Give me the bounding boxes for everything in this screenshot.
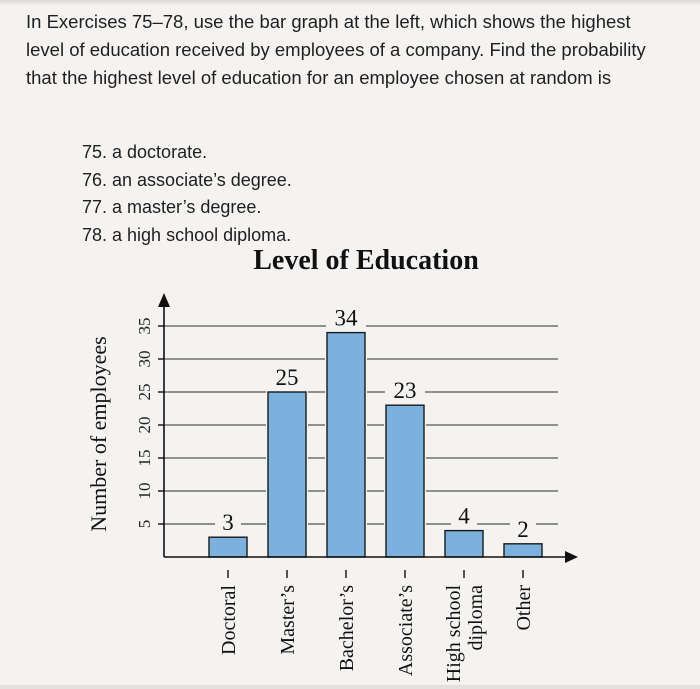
category-label: Other [513, 585, 535, 631]
bar-4 [445, 531, 483, 557]
exercise-78: 78. a high school diploma. [82, 224, 292, 245]
data-label: 23 [393, 378, 417, 404]
y-axis-arrow [158, 293, 170, 307]
y-axis-title: Number of employees [86, 336, 111, 532]
category-label: Bachelor’s [336, 585, 358, 672]
exercise-75: 75. a doctorate. [82, 142, 208, 162]
bar-3 [386, 405, 424, 557]
y-tick-label: 15 [135, 449, 154, 467]
y-tick-label: 5 [135, 519, 154, 529]
exercise-76: 76. an associate’s degree. [82, 169, 292, 190]
exercise-77: 77. a master’s degree. [82, 197, 262, 217]
category-label: Master’s [277, 585, 299, 655]
instructions-text: In Exercises 75–78, use the bar graph at the left, which shows the highest level of education received by employees of a company. Find the probability that the highest level of education for an employee chosen at random is [26, 11, 646, 88]
y-tick-label: 25 [135, 383, 154, 401]
data-label: 4 [458, 503, 470, 529]
category-label-line: diploma [465, 585, 487, 651]
bar-0 [209, 537, 247, 557]
data-label: 25 [275, 365, 299, 390]
category-label: Associate’s [395, 585, 417, 677]
data-label: 3 [222, 510, 234, 536]
y-tick-label: 35 [135, 317, 154, 335]
y-tick-label: 30 [135, 350, 154, 368]
y-tick-label: 10 [135, 482, 154, 500]
y-tick-label: 20 [135, 416, 154, 434]
bar-2 [327, 333, 365, 557]
category-label: Doctoral [218, 585, 240, 655]
bar-1 [268, 392, 306, 557]
category-label-line: High school [443, 585, 465, 683]
bar-5 [504, 544, 542, 557]
chart-title: Level of Education [253, 245, 479, 276]
data-label: 2 [517, 516, 529, 542]
data-label: 34 [334, 305, 358, 331]
x-axis-arrow [565, 551, 578, 563]
bottom-edge [0, 685, 700, 689]
